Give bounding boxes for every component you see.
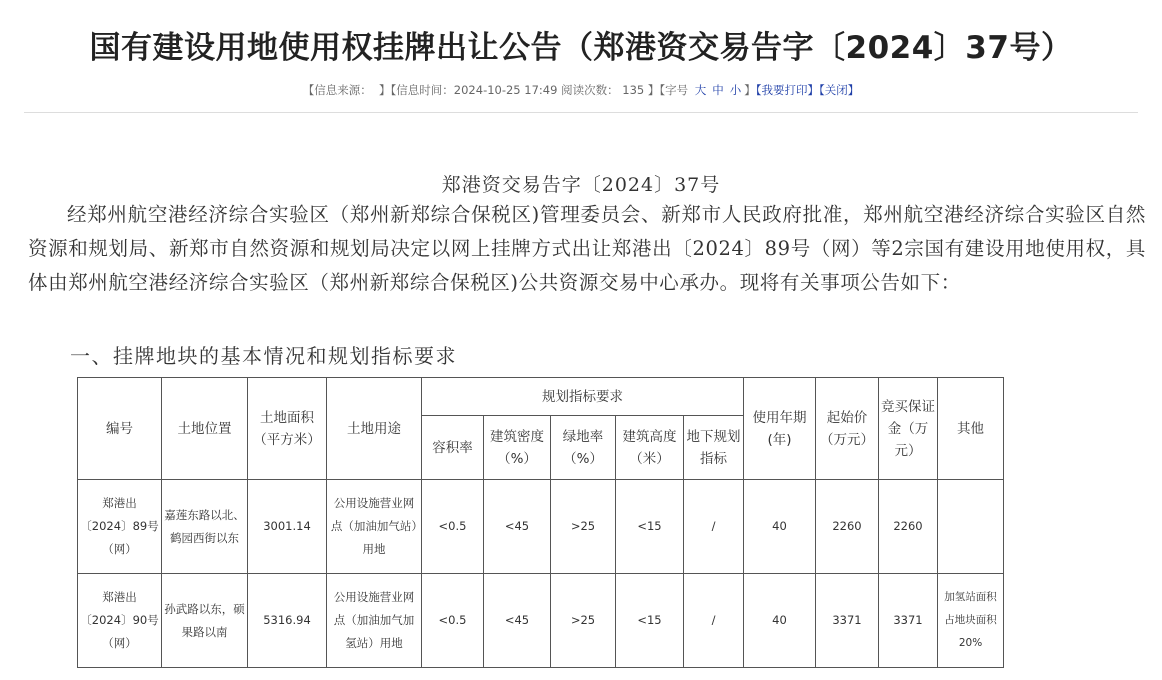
cell-id: 郑港出〔2024〕89号（网） <box>78 480 162 574</box>
article-meta <box>0 82 1162 98</box>
page-title: 国有建设用地使用权挂牌出让公告（郑港资交易告字〔2024〕37号） <box>89 30 1073 66</box>
cell-density: <45 <box>484 480 551 574</box>
header-id: 编号 <box>78 378 162 480</box>
cell-use: 公用设施营业网点（加油加气加氢站）用地 <box>327 574 422 668</box>
source-close: 】 <box>379 83 391 97</box>
intro-paragraph: 经郑州航空港经济综合实验区（郑州新郑综合保税区)管理委员会、新郑市人民政府批准，郑州航空港经济综合实验区自然资源和规划局、新郑市自然资源和规划局决定以网上挂牌方式出让郑港出〔2024〕89号（网）等2宗国有建设用地使用权，具体由郑州航空港经济综合实验区（郑州新郑综合保税区)公共资源交易中心承办。现将有关事项公告如下： <box>28 203 1146 294</box>
cell-start-price: 3371 <box>816 574 879 668</box>
cell-far: <0.5 <box>422 574 484 668</box>
cell-location: 孙武路以东，硕果路以南 <box>162 574 248 668</box>
close-link[interactable]: 【关闭】 <box>819 83 860 97</box>
font-size-close: 】 <box>744 83 756 97</box>
view-count: 135 <box>622 83 645 97</box>
header-deposit: 竞买保证金（万元） <box>879 378 938 480</box>
header-area: 土地面积（平方米） <box>248 378 327 480</box>
time-close: 】 <box>647 83 660 97</box>
cell-green: >25 <box>551 574 616 668</box>
cell-id: 郑港出〔2024〕90号（网） <box>78 574 162 668</box>
cell-area: 3001.14 <box>248 480 327 574</box>
header-height: 建筑高度（米） <box>616 416 684 480</box>
cell-far: <0.5 <box>422 480 484 574</box>
header-other: 其他 <box>938 378 1004 480</box>
cell-other <box>938 480 1004 574</box>
header-start-price: 起始价（万元） <box>816 378 879 480</box>
header-planning-group: 规划指标要求 <box>422 378 744 416</box>
cell-height: <15 <box>616 574 684 668</box>
cell-height: <15 <box>616 480 684 574</box>
font-size-medium-button[interactable]: 中 <box>712 83 724 97</box>
font-size-label: 【字号 <box>659 83 689 97</box>
font-size-large-button[interactable]: 大 <box>694 83 707 97</box>
header-far: 容积率 <box>422 416 484 480</box>
cell-location: 嘉莲东路以北、鹤园西街以东 <box>162 480 248 574</box>
header-term: 使用年期(年) <box>744 378 816 480</box>
cell-term: 40 <box>744 480 816 574</box>
cell-use: 公用设施营业网点（加油加气站）用地 <box>327 480 422 574</box>
cell-term: 40 <box>744 574 816 668</box>
header-location: 土地位置 <box>162 378 248 480</box>
cell-underground: / <box>684 574 744 668</box>
time-label: 【信息时间：2024-10-25 17:49 阅读次数： <box>390 83 619 97</box>
cell-start-price: 2260 <box>816 480 879 574</box>
header-density: 建筑密度（%） <box>484 416 551 480</box>
header-underground: 地下规划指标 <box>684 416 744 480</box>
announcement-body <box>28 198 1146 300</box>
table-row <box>78 574 1004 668</box>
header-divider <box>24 112 1138 113</box>
cell-other: 加氢站面积占地块面积 20% <box>938 574 1004 668</box>
section-heading-1: 一、挂牌地块的基本情况和规划指标要求 <box>70 344 457 368</box>
header-green: 绿地率（%） <box>551 416 616 480</box>
cell-deposit: 2260 <box>879 480 938 574</box>
cell-deposit: 3371 <box>879 574 938 668</box>
header-use: 土地用途 <box>327 378 422 480</box>
source-label: 【信息来源： <box>302 83 372 97</box>
cell-green: >25 <box>551 480 616 574</box>
land-parcel-table <box>77 377 1004 668</box>
cell-underground: / <box>684 480 744 574</box>
cell-density: <45 <box>484 574 551 668</box>
print-link[interactable]: 【我要打印】 <box>755 83 820 97</box>
table-row <box>78 480 1004 574</box>
document-number: 郑港资交易告字〔2024〕37号 <box>441 174 721 196</box>
font-size-small-button[interactable]: 小 <box>729 83 742 97</box>
cell-area: 5316.94 <box>248 574 327 668</box>
